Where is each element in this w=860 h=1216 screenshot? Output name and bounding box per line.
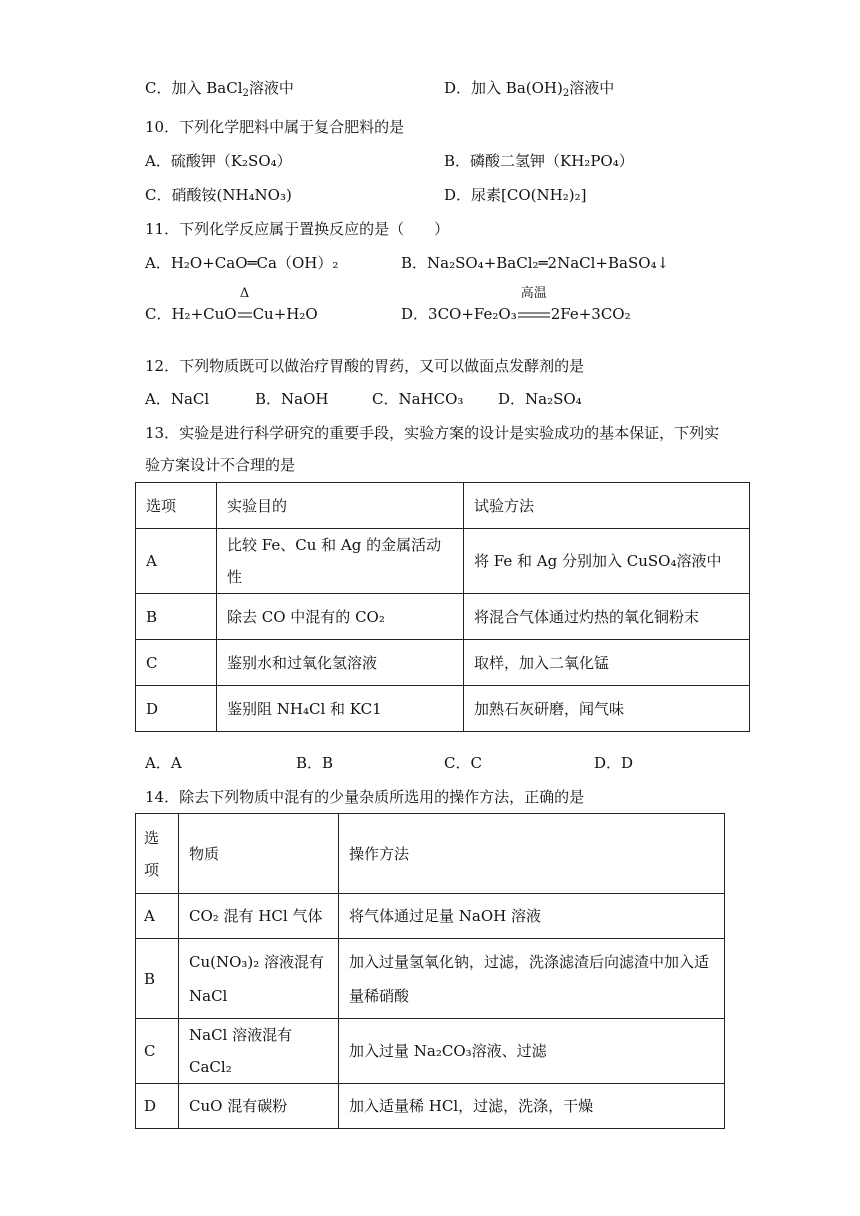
q10-option-b: B．磷酸二氢钾（KH₂PO₄） [444,152,634,170]
table-cell: 加入过量氢氧化钠，过滤，洗涤滤渣后向滤渣中加入适 量稀硝酸 [339,939,725,1019]
q11-option-d: D．3CO+Fe₂O₃ 高温 2Fe+3CO₂ [401,286,631,323]
q10-option-d: D．尿素[CO(NH₂)₂] [444,186,587,204]
table-cell: 取样，加入二氧化锰 [464,640,750,686]
table-cell: 加熟石灰研磨，闻气味 [464,686,750,732]
table-row [136,1084,725,1129]
table-header-row [136,483,750,529]
table-header-cell: 选项 [136,483,217,529]
q12-option-b: B．NaOH [255,390,329,408]
q10-option-c: C．硝酸铵(NH₄NO₃) [145,186,292,204]
table-cell: C [136,1019,179,1084]
table-cell: CuO 混有碳粉 [179,1084,339,1129]
table-cell: 将气体通过足量 NaOH 溶液 [339,894,725,939]
high-temperature-condition: 高温 [520,286,547,301]
table-cell: 鉴别阻 NH₄Cl 和 KC1 [217,686,464,732]
q11-option-a: A．H₂O+CaO═Ca（OH）₂ [145,254,339,272]
heat-condition-symbol: Δ [239,286,250,301]
table-cell: 鉴别水和过氧化氢溶液 [217,640,464,686]
table-cell: 加入过量 Na₂CO₃溶液、过滤 [339,1019,725,1084]
q10-option-a: A．硫酸钾（K₂SO₄） [145,152,292,170]
table-cell: 除去 CO 中混有的 CO₂ [217,594,464,640]
table-header-cell: 操作方法 [339,814,725,894]
table-cell: A [136,529,217,594]
q9-option-d: D．加入 $Ba(OH)_2$溶液中 [444,79,615,99]
q9-option-c: C．加入 BaCl$_2$溶液中 [145,79,294,99]
q13-option-c: C．C [444,754,482,772]
table-cell: NaCl 溶液混有 CaCl₂ [179,1019,339,1084]
table-header-cell: 试验方法 [464,483,750,529]
table-cell: 加入适量稀 HCl，过滤，洗涤，干燥 [339,1084,725,1129]
table-header-row [136,814,725,894]
q11-option-c: C．H₂+CuO Δ Cu+H₂O [145,286,318,323]
table-cell: C [136,640,217,686]
table-row [136,686,750,732]
q11-option-b: B．Na₂SO₄+BaCl₂═2NaCl+BaSO₄↓ [401,254,670,272]
table-header-cell: 物质 [179,814,339,894]
q13-option-a: A．A [145,754,182,772]
equals-sign-icon [238,311,252,319]
q12-option-c: C．NaHCO₃ [372,390,464,408]
q13-option-b: B．B [296,754,334,772]
q13-option-d: D．D [594,754,634,772]
table-cell: 将 Fe 和 Ag 分别加入 CuSO₄溶液中 [464,529,750,594]
table-row [136,640,750,686]
table-cell: Cu(NO₃)₂ 溶液混有 NaCl [179,939,339,1019]
q12-option-a: A．NaCl [145,390,210,408]
q12-option-d: D．Na₂SO₄ [498,390,582,408]
equals-sign-icon [518,311,550,319]
q14-table [135,813,725,1129]
table-row [136,594,750,640]
table-cell: CO₂ 混有 HCl 气体 [179,894,339,939]
q11-stem: 11．下列化学反应属于置换反应的是（ ） [145,220,450,238]
table-cell: D [136,686,217,732]
table-row [136,939,725,1019]
table-cell: 将混合气体通过灼热的氧化铜粉末 [464,594,750,640]
q14-stem: 14．除去下列物质中混有的少量杂质所选用的操作方法，正确的是 [145,788,585,806]
table-row [136,529,750,594]
table-row [136,1019,725,1084]
q10-stem: 10．下列化学肥料中属于复合肥料的是 [145,118,405,136]
table-row [136,894,725,939]
q13-stem-line2: 验方案设计不合理的是 [145,456,296,474]
table-cell: 比较 Fe、Cu 和 Ag 的金属活动性 [217,529,464,594]
q12-stem: 12．下列物质既可以做治疗胃酸的胃药，又可以做面点发酵剂的是 [145,357,585,375]
table-header-cell: 选 项 [136,814,179,894]
table-header-cell: 实验目的 [217,483,464,529]
table-cell: D [136,1084,179,1129]
table-cell: B [136,939,179,1019]
table-cell: A [136,894,179,939]
q13-table [135,482,750,732]
table-cell: B [136,594,217,640]
q13-stem-line1: 13．实验是进行科学研究的重要手段，实验方案的设计是实验成功的基本保证，下列实 [145,424,720,442]
